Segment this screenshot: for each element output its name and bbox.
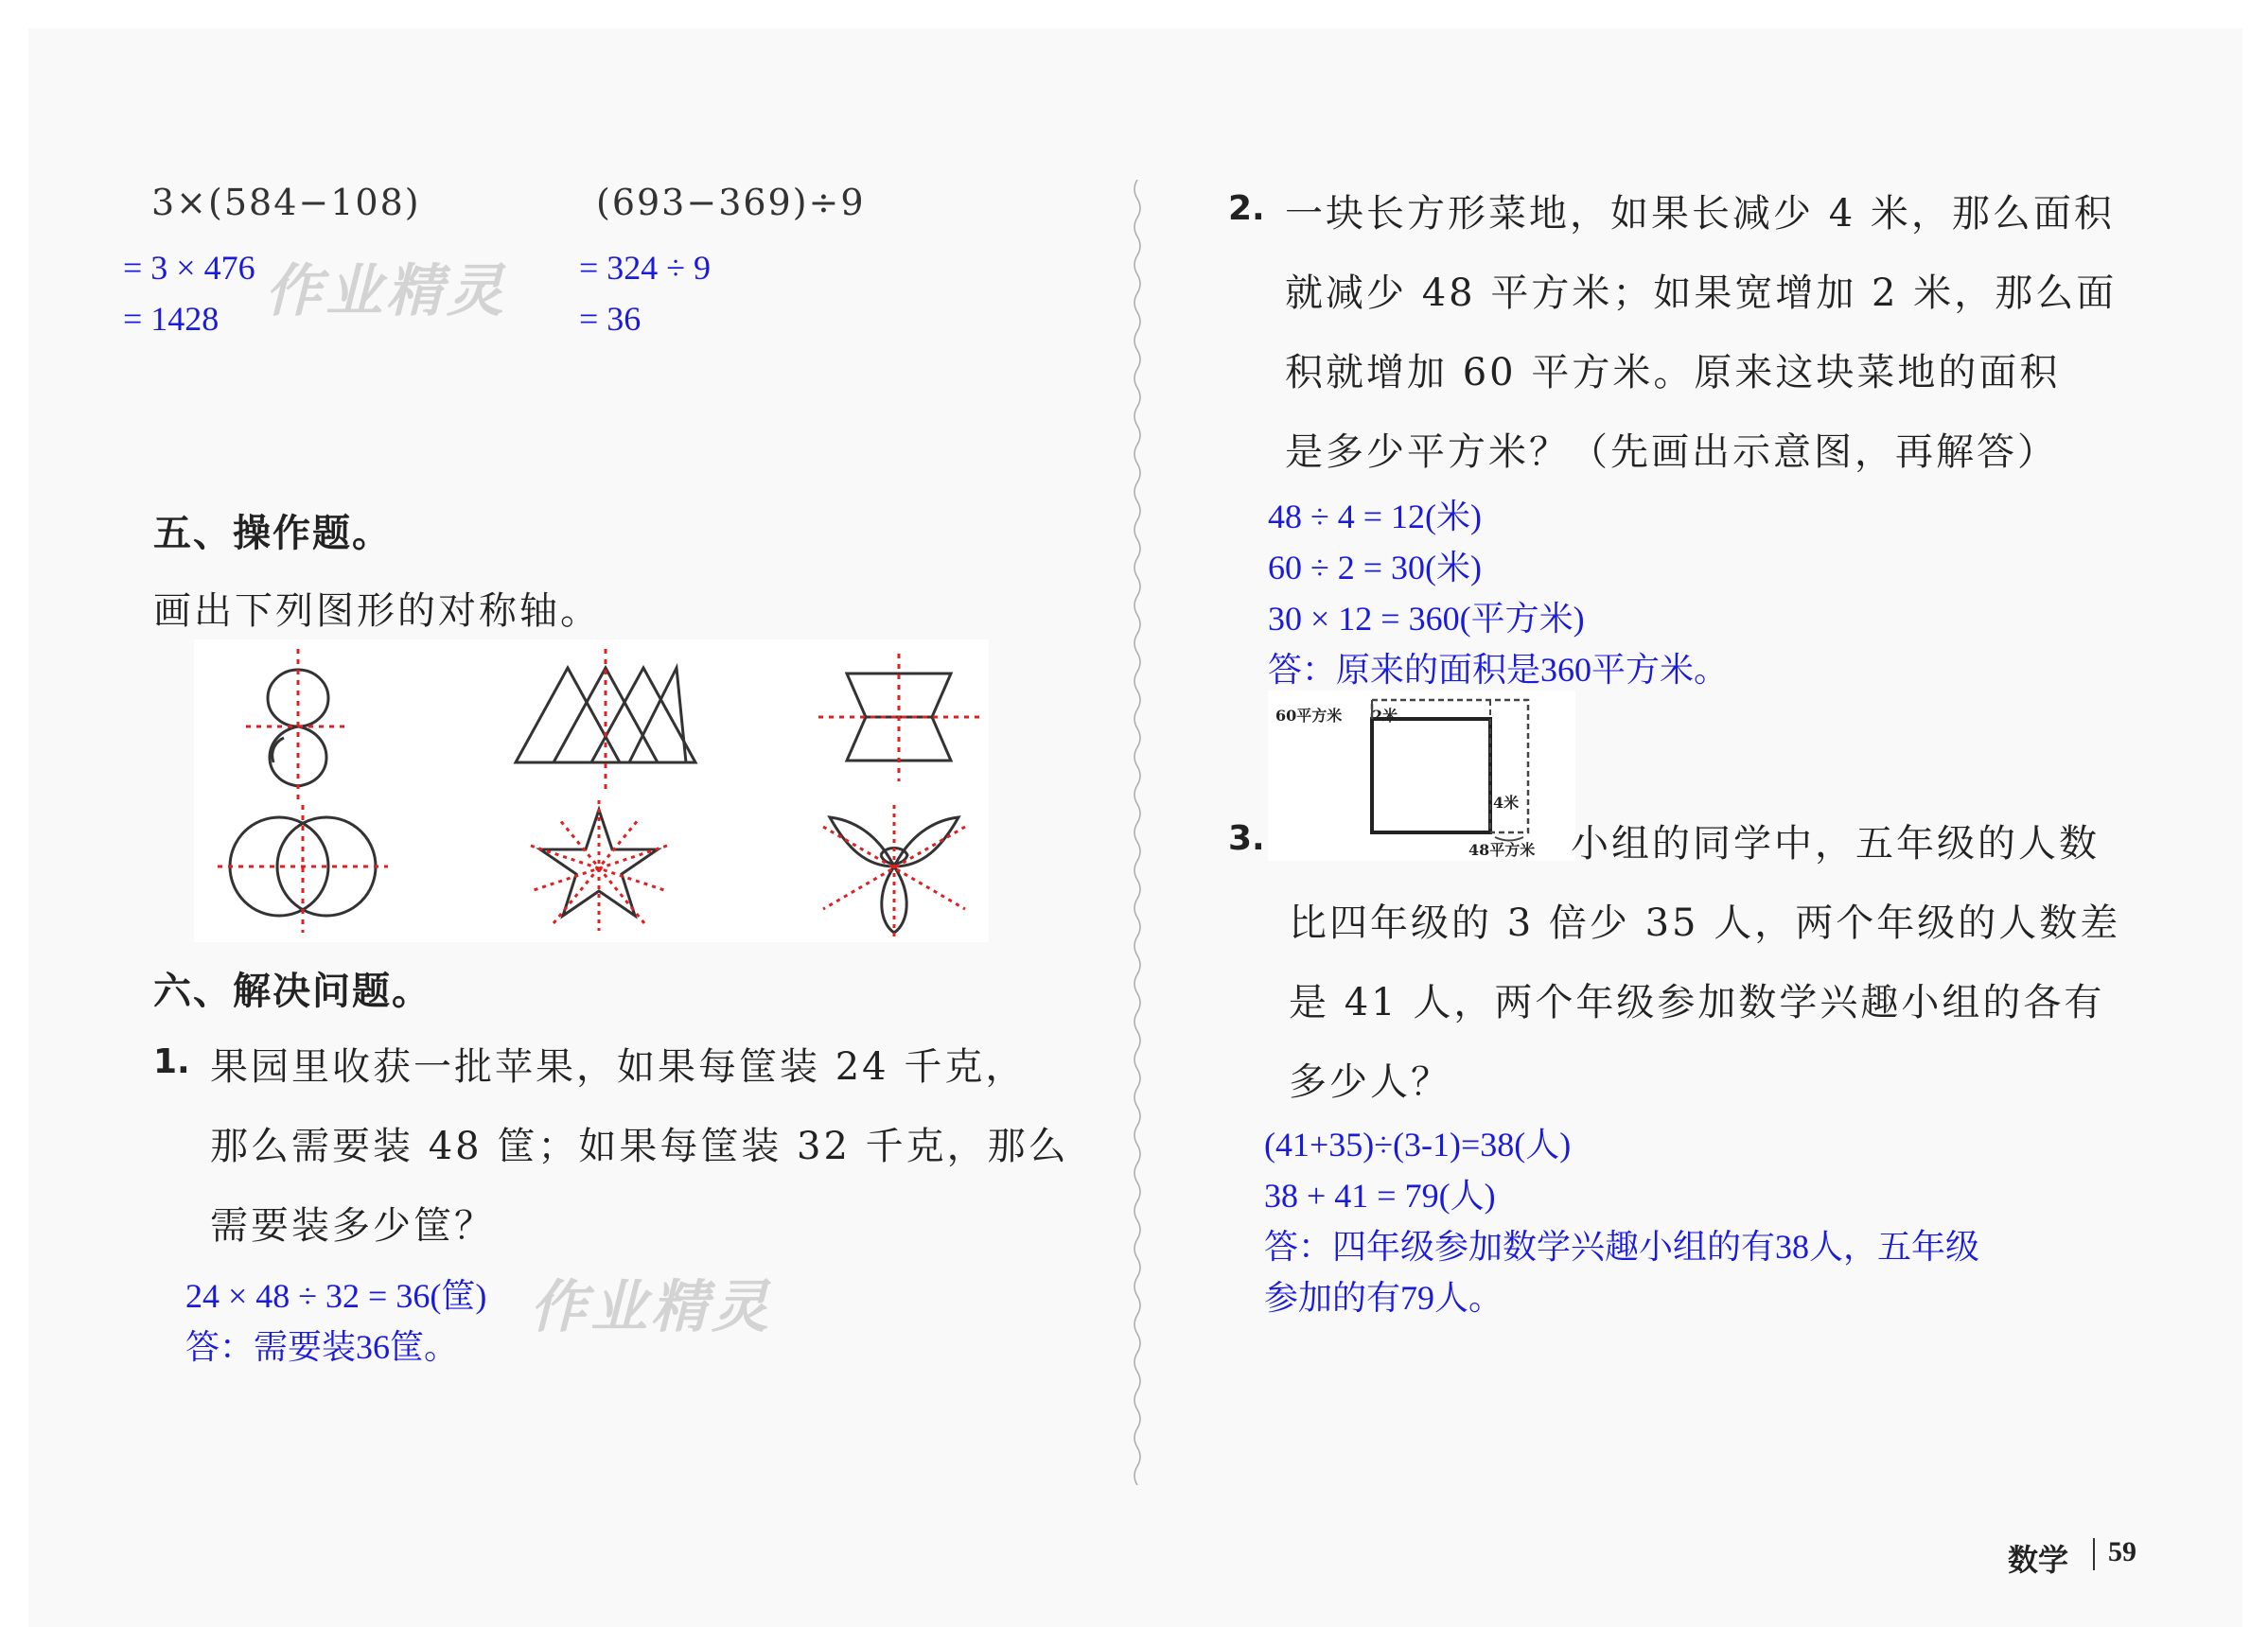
q3-answer3: 答：四年级参加数学兴趣小组的有38人，五年级 bbox=[1264, 1228, 1980, 1266]
watermark: 作业精灵 bbox=[530, 1274, 772, 1340]
q1-line2: 那么需要装 48 筐；如果每筐装 32 千克，那么 bbox=[210, 1125, 1069, 1168]
footer-separator bbox=[2093, 1538, 2095, 1570]
q1-answer-calc: 24 × 48 ÷ 32 = 36(筐) bbox=[185, 1277, 487, 1315]
section6-title: 六、解决问题。 bbox=[153, 970, 431, 1013]
diagram-label-top2: 2米 bbox=[1372, 707, 1398, 725]
q2-answer4: 答：原来的面积是360平方米。 bbox=[1268, 651, 1729, 689]
q2-number: 2. bbox=[1228, 189, 1265, 228]
column-divider bbox=[1132, 180, 1143, 1485]
q2-line2: 就减少 48 平方米；如果宽增加 2 米，那么面 bbox=[1285, 271, 2118, 315]
q3-line4: 多少人？ bbox=[1289, 1060, 1451, 1104]
q2-answer3: 30 × 12 = 360(平方米) bbox=[1268, 600, 1585, 638]
q2-line1: 一块长方形菜地，如果长减少 4 米，那么面积 bbox=[1285, 192, 2115, 236]
q1-line3: 需要装多少筐？ bbox=[210, 1204, 495, 1248]
calc2-step1: = 324 ÷ 9 bbox=[579, 249, 712, 287]
q2-answer1: 48 ÷ 4 = 12(米) bbox=[1268, 498, 1483, 535]
q3-line3: 是 41 人，两个年级参加数学兴趣小组的各有 bbox=[1289, 981, 2105, 1024]
q3-line2: 比四年级的 3 倍少 35 人，两个年级的人数差 bbox=[1289, 901, 2121, 945]
watermark: 作业精灵 bbox=[265, 258, 507, 324]
q3-answer1: (41+35)÷(3-1)=38(人) bbox=[1264, 1126, 1572, 1164]
calc1-step2: = 1428 bbox=[123, 300, 220, 338]
diagram-label-top: 60平方米 bbox=[1275, 707, 1343, 725]
symmetry-figures bbox=[194, 639, 989, 942]
q3-line1: 小组的同学中，五年级的人数 bbox=[1571, 822, 2100, 866]
q2-line3: 积就增加 60 平方米。原来这块菜地的面积 bbox=[1285, 351, 2061, 394]
q1-line1: 果园里收获一批苹果，如果每筐装 24 千克， bbox=[210, 1045, 1027, 1089]
q1-answer-text: 答：需要装36筐。 bbox=[185, 1328, 459, 1366]
calc2-expression: (693−369)÷9 bbox=[596, 182, 866, 223]
section5-title: 五、操作题。 bbox=[153, 512, 392, 555]
diagram-label-bottom: 48平方米 bbox=[1468, 841, 1536, 859]
q2-answer2: 60 ÷ 2 = 30(米) bbox=[1268, 549, 1483, 586]
diagram-label-side: 4米 bbox=[1493, 794, 1520, 812]
page-number: 59 bbox=[2108, 1536, 2136, 1567]
q3-answer2: 38 + 41 = 79(人) bbox=[1264, 1177, 1496, 1215]
section5-instruction: 画出下列图形的对称轴。 bbox=[153, 589, 601, 633]
q3-number: 3. bbox=[1228, 819, 1265, 858]
calc1-expression: 3×(584−108) bbox=[151, 182, 421, 223]
footer-subject: 数学 bbox=[2008, 1542, 2069, 1578]
q1-number: 1. bbox=[153, 1042, 190, 1081]
q2-line4: 是多少平方米？（先画出示意图，再解答） bbox=[1285, 430, 2058, 474]
calc1-step1: = 3 × 476 bbox=[123, 249, 255, 287]
q2-diagram bbox=[1268, 691, 1575, 861]
q3-answer4: 参加的有79人。 bbox=[1264, 1279, 1503, 1317]
calc2-step2: = 36 bbox=[579, 300, 642, 338]
